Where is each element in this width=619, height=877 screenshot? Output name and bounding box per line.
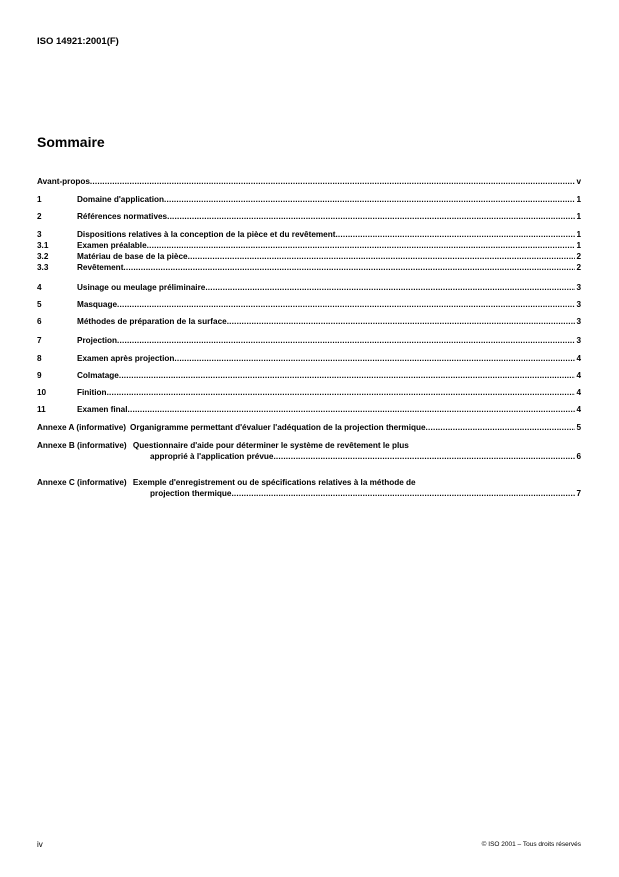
toc-entry-foreword[interactable]	[37, 176, 581, 187]
toc-entry[interactable]	[37, 316, 581, 327]
toc-annex-b[interactable]	[37, 440, 581, 462]
toc-entry-number: 3.3	[37, 263, 49, 272]
toc-entry-number: 3.1	[37, 241, 49, 250]
toc-entry-page: v	[576, 177, 581, 186]
toc-entry-page: 2	[576, 252, 581, 261]
toc-entry[interactable]	[37, 353, 581, 364]
toc-entry[interactable]	[37, 282, 581, 293]
toc-entry-text: Avant-propos	[37, 177, 90, 186]
dot-leader	[147, 240, 576, 251]
toc-entry-page: 4	[576, 405, 581, 414]
toc-entry[interactable]	[37, 194, 581, 205]
toc-entry-page: 1	[576, 195, 581, 204]
toc-entry-page: 6	[576, 452, 581, 461]
toc-entry-page: 2	[576, 263, 581, 272]
page-number: iv	[37, 840, 43, 849]
annex-label: Annexe A (informative)	[37, 423, 127, 432]
toc-entry-text: Organigramme permettant d'évaluer l'adéquation de la projection thermique	[130, 423, 426, 432]
toc-entry-text: Dispositions relatives à la conception de la pièce et du revêtement	[77, 230, 336, 239]
dot-leader	[227, 316, 576, 327]
toc-entry[interactable]	[37, 387, 581, 398]
toc-entry-page: 1	[576, 230, 581, 239]
dot-leader	[117, 335, 575, 346]
toc-entry[interactable]	[37, 240, 581, 251]
toc-entry-number: 7	[37, 336, 42, 345]
toc-entry-page: 5	[576, 423, 581, 432]
toc-entry[interactable]	[37, 404, 581, 415]
toc-annex-a[interactable]	[37, 422, 581, 433]
toc-entry-number: 5	[37, 300, 42, 309]
toc-entry-page: 4	[576, 371, 581, 380]
dot-leader	[117, 299, 575, 310]
toc-entry-number: 1	[37, 195, 42, 204]
toc-title: Sommaire	[37, 134, 105, 150]
toc-entry-page: 3	[576, 300, 581, 309]
toc-entry[interactable]	[37, 211, 581, 222]
toc-entry-text-cont: projection thermique	[150, 489, 232, 498]
dot-leader	[335, 229, 575, 240]
toc-entry-number: 3	[37, 230, 42, 239]
toc-entry-text: Examen après projection	[77, 354, 175, 363]
dot-leader	[273, 451, 575, 462]
toc-entry-number: 8	[37, 354, 42, 363]
toc-entry-text: Matériau de base de la pièce	[77, 252, 188, 261]
dot-leader	[231, 488, 575, 499]
toc-entry[interactable]	[37, 299, 581, 310]
toc-entry-number: 10	[37, 388, 47, 397]
toc-entry[interactable]	[37, 335, 581, 346]
toc-entry[interactable]	[37, 251, 581, 262]
dot-leader	[164, 194, 575, 205]
toc-entry-text: Domaine d'application	[77, 195, 165, 204]
dot-leader	[174, 353, 575, 364]
toc-entry-page: 3	[576, 336, 581, 345]
document-id: ISO 14921:2001(F)	[37, 36, 119, 47]
toc-entry-text: Revêtement	[77, 263, 124, 272]
dot-leader	[119, 370, 576, 381]
toc-entry-number: 2	[37, 212, 42, 221]
toc-entry-page: 7	[576, 489, 581, 498]
dot-leader	[90, 176, 576, 187]
toc-entry-number: 3.2	[37, 252, 49, 261]
toc-entry-text: Colmatage	[77, 371, 119, 380]
toc-entry-text: Questionnaire d'aide pour déterminer le système de revêtement le plus	[132, 441, 409, 450]
toc-entry-text: Références normatives	[77, 212, 168, 221]
toc-entry-number: 9	[37, 371, 42, 380]
toc-entry-text: Examen final	[77, 405, 128, 414]
annex-label: Annexe B (informative)	[37, 441, 127, 450]
toc-entry-page: 4	[576, 354, 581, 363]
toc-entry-text: Masquage	[77, 300, 118, 309]
toc-entry[interactable]	[37, 370, 581, 381]
toc-entry-page: 4	[576, 388, 581, 397]
toc-entry-text-cont: approprié à l'application prévue	[150, 452, 274, 461]
toc-entry-text: Finition	[77, 388, 107, 397]
toc-entry-text: Examen préalable	[77, 241, 147, 250]
toc-entry-text: Usinage ou meulage préliminaire	[77, 283, 206, 292]
toc-entry-page: 1	[576, 241, 581, 250]
toc-entry-page: 3	[576, 283, 581, 292]
toc-entry-text: Projection	[77, 336, 118, 345]
dot-leader	[426, 422, 576, 433]
toc-entry-number: 6	[37, 317, 42, 326]
dot-leader	[128, 404, 576, 415]
dot-leader	[123, 262, 575, 273]
dot-leader	[107, 387, 576, 398]
toc-entry-text: Exemple d'enregistrement ou de spécifications relatives à la méthode de	[132, 478, 416, 487]
toc-entry-page: 3	[576, 317, 581, 326]
toc-entry-number: 4	[37, 283, 42, 292]
copyright-notice: © ISO 2001 – Tous droits réservés	[481, 841, 581, 848]
toc-entry-page: 1	[576, 212, 581, 221]
dot-leader	[205, 282, 575, 293]
dot-leader	[188, 251, 576, 262]
toc-annex-c[interactable]	[37, 477, 581, 499]
annex-label: Annexe C (informative)	[37, 478, 127, 487]
toc-entry-text: Méthodes de préparation de la surface	[77, 317, 227, 326]
toc-entry[interactable]	[37, 262, 581, 273]
toc-entry-number: 11	[37, 405, 46, 414]
dot-leader	[167, 211, 575, 222]
toc-entry[interactable]	[37, 229, 581, 240]
